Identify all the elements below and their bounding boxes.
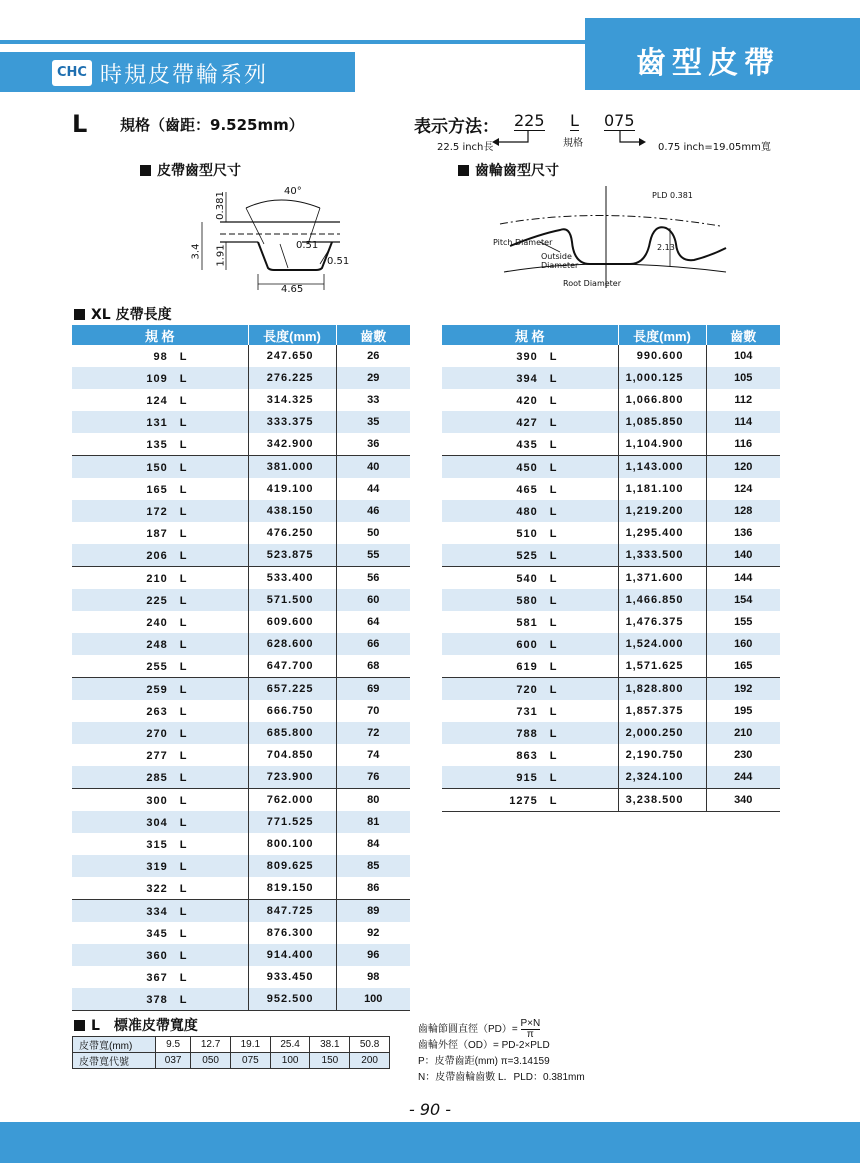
width-cell: 50.8 (350, 1037, 390, 1053)
cell-spec: 619 L (442, 655, 618, 678)
cell-teeth: 192 (706, 678, 780, 701)
cell-teeth: 105 (706, 367, 780, 389)
table-row (442, 522, 780, 544)
table-row (72, 855, 410, 877)
cell-length: 333.375 (248, 411, 336, 433)
table-row (72, 456, 410, 479)
table-row (442, 544, 780, 567)
cell-teeth: 195 (706, 700, 780, 722)
width-code-cell: 100 (270, 1053, 310, 1069)
table-row (72, 655, 410, 678)
notation-type-note: 規格 (563, 138, 583, 149)
cell-length: 1,295.400 (618, 522, 706, 544)
formula-pd-label: 齒輪節圓直徑（PD）= (418, 1024, 518, 1036)
pulley-depth-label: 2.13 (657, 243, 675, 252)
cell-spec: 367 L (72, 966, 248, 988)
cell-teeth: 35 (336, 411, 410, 433)
cell-spec: 394 L (442, 367, 618, 389)
cell-length: 609.600 (248, 611, 336, 633)
table-row (72, 500, 410, 522)
cell-teeth: 46 (336, 500, 410, 522)
table-row (72, 345, 410, 367)
cell-teeth: 144 (706, 567, 780, 590)
cell-spec: 788 L (442, 722, 618, 744)
cell-spec: 150 L (72, 456, 248, 479)
width-cell: 38.1 (310, 1037, 350, 1053)
cell-length: 2,190.750 (618, 744, 706, 766)
cell-teeth: 60 (336, 589, 410, 611)
footer-bar (0, 1122, 860, 1163)
cell-length: 762.000 (248, 789, 336, 812)
belt-tooth-diagram (180, 182, 370, 300)
pitch-spec: 規格（齒距：9.525mm） (120, 116, 304, 134)
cell-teeth: 92 (336, 922, 410, 944)
cell-teeth: 33 (336, 389, 410, 411)
cell-teeth: 340 (706, 789, 780, 812)
width-code-cell: 050 (191, 1053, 231, 1069)
cell-spec: 210 L (72, 567, 248, 590)
cell-spec: 259 L (72, 678, 248, 701)
cell-spec: 263 L (72, 700, 248, 722)
table-row (442, 433, 780, 456)
table-row (72, 367, 410, 389)
cell-length: 704.850 (248, 744, 336, 766)
cell-spec: 915 L (442, 766, 618, 789)
table-row (72, 944, 410, 966)
cell-length: 381.000 (248, 456, 336, 479)
cell-teeth: 96 (336, 944, 410, 966)
cell-length: 1,857.375 (618, 700, 706, 722)
cell-teeth: 160 (706, 633, 780, 655)
cell-length: 1,371.600 (618, 567, 706, 590)
cell-spec: 731 L (442, 700, 618, 722)
width-row-code (73, 1053, 390, 1069)
table-row (72, 567, 410, 590)
cell-teeth: 100 (336, 988, 410, 1011)
cell-teeth: 29 (336, 367, 410, 389)
table-row (442, 744, 780, 766)
cell-spec: 124 L (72, 389, 248, 411)
cell-length: 247.650 (248, 345, 336, 367)
width-code-cell: 200 (350, 1053, 390, 1069)
cell-teeth: 72 (336, 722, 410, 744)
cell-length: 657.225 (248, 678, 336, 701)
cell-teeth: 68 (336, 655, 410, 678)
pulley-tooth-heading: 齒輪齒型尺寸 (458, 160, 559, 180)
cell-length: 800.100 (248, 833, 336, 855)
table-row (72, 833, 410, 855)
table-row (442, 367, 780, 389)
cell-spec: 345 L (72, 922, 248, 944)
cell-teeth: 69 (336, 678, 410, 701)
cell-spec: 270 L (72, 722, 248, 744)
cell-teeth: 128 (706, 500, 780, 522)
belt-tooth-top-label: 0.381 (214, 191, 226, 220)
formula-p: P：皮帶齒距(mm) π=3.14159 (418, 1056, 550, 1067)
cell-spec: 390 L (442, 345, 618, 367)
cell-spec: 172 L (72, 500, 248, 522)
cell-spec: 165 L (72, 478, 248, 500)
table-row (72, 877, 410, 900)
cell-teeth: 56 (336, 567, 410, 590)
header-teeth: 齒數 (706, 325, 780, 345)
cell-length: 847.725 (248, 900, 336, 923)
cell-length: 1,828.800 (618, 678, 706, 701)
cell-spec: 304 L (72, 811, 248, 833)
cell-length: 990.600 (618, 345, 706, 367)
table-row (442, 500, 780, 522)
cell-length: 628.600 (248, 633, 336, 655)
cell-length: 1,066.800 (618, 389, 706, 411)
cell-teeth: 140 (706, 544, 780, 567)
cell-teeth: 120 (706, 456, 780, 479)
cell-spec: 427 L (442, 411, 618, 433)
formula-od: 齒輪外徑（OD）= PD-2×PLD (418, 1040, 550, 1051)
pulley-outside-diameter-label: Outside Diameter (541, 252, 579, 270)
cell-length: 571.500 (248, 589, 336, 611)
table-row (72, 900, 410, 923)
width-row-mm-label: 皮帶寬(mm) (73, 1037, 156, 1053)
cell-teeth: 76 (336, 766, 410, 789)
cell-teeth: 84 (336, 833, 410, 855)
cell-teeth: 210 (706, 722, 780, 744)
formula-pd-denominator: π (526, 1029, 534, 1040)
cell-teeth: 64 (336, 611, 410, 633)
table-row (72, 811, 410, 833)
cell-length: 533.400 (248, 567, 336, 590)
formula-n: N：皮帶齒輪齒數 L．PLD：0.381mm (418, 1072, 585, 1083)
table-row (72, 433, 410, 456)
table-row (72, 589, 410, 611)
table-row (72, 700, 410, 722)
cell-spec: 420 L (442, 389, 618, 411)
cell-length: 647.700 (248, 655, 336, 678)
table-row (72, 922, 410, 944)
cell-length: 1,219.200 (618, 500, 706, 522)
table-row (442, 345, 780, 367)
table-row (72, 611, 410, 633)
cell-length: 1,104.900 (618, 433, 706, 456)
width-row-mm (73, 1037, 390, 1053)
table-row (72, 766, 410, 789)
cell-length: 685.800 (248, 722, 336, 744)
cell-length: 2,324.100 (618, 766, 706, 789)
cell-spec: 319 L (72, 855, 248, 877)
notation-width-code: 075 (604, 111, 635, 130)
cell-teeth: 66 (336, 633, 410, 655)
width-cell: 25.4 (270, 1037, 310, 1053)
cell-teeth: 40 (336, 456, 410, 479)
product-title: 齒型皮帶 (636, 46, 780, 81)
cell-spec: 580 L (442, 589, 618, 611)
cell-length: 438.150 (248, 500, 336, 522)
cell-length: 476.250 (248, 522, 336, 544)
page-number: - 90 - (408, 1100, 452, 1119)
cell-spec: 255 L (72, 655, 248, 678)
cell-teeth: 104 (706, 345, 780, 367)
pulley-pld-label: PLD 0.381 (652, 191, 693, 200)
cell-teeth: 124 (706, 478, 780, 500)
table-row (442, 655, 780, 678)
width-row-code-label: 皮帶寬代號 (73, 1053, 156, 1069)
cell-teeth: 55 (336, 544, 410, 567)
cell-spec: 187 L (72, 522, 248, 544)
formula-pd-numerator: P×N (520, 1018, 541, 1029)
cell-spec: 285 L (72, 766, 248, 789)
belt-length-table-left (72, 325, 410, 1011)
cell-length: 933.450 (248, 966, 336, 988)
table-row (72, 633, 410, 655)
cell-teeth: 80 (336, 789, 410, 812)
cell-teeth: 81 (336, 811, 410, 833)
series-title: 時規皮帶輪系列 (100, 63, 269, 88)
header-spec: 規 格 (442, 325, 618, 345)
cell-spec: 480 L (442, 500, 618, 522)
cell-spec: 863 L (442, 744, 618, 766)
cell-teeth: 155 (706, 611, 780, 633)
cell-length: 523.875 (248, 544, 336, 567)
cell-teeth: 89 (336, 900, 410, 923)
table-row (72, 478, 410, 500)
cell-teeth: 74 (336, 744, 410, 766)
belt-length-table-right (442, 325, 780, 812)
cell-teeth: 136 (706, 522, 780, 544)
cell-spec: 540 L (442, 567, 618, 590)
cell-length: 1,476.375 (618, 611, 706, 633)
cell-length: 1,466.850 (618, 589, 706, 611)
pulley-pitch-diameter-label: Pitch Diameter (493, 238, 553, 247)
cell-spec: 720 L (442, 678, 618, 701)
width-code-cell: 075 (230, 1053, 270, 1069)
table-row (442, 789, 780, 812)
table-row (72, 744, 410, 766)
belt-width-table (72, 1036, 390, 1069)
width-cell: 9.5 (156, 1037, 191, 1053)
header-spec: 規 格 (72, 325, 248, 345)
cell-spec: 135 L (72, 433, 248, 456)
cell-length: 771.525 (248, 811, 336, 833)
notation-title: 表示方法： (414, 117, 499, 137)
table-row (72, 966, 410, 988)
cell-spec: 225 L (72, 589, 248, 611)
cell-length: 914.400 (248, 944, 336, 966)
cell-teeth: 86 (336, 877, 410, 900)
cell-spec: 360 L (72, 944, 248, 966)
cell-teeth: 26 (336, 345, 410, 367)
table-row (442, 766, 780, 789)
cell-spec: 322 L (72, 877, 248, 900)
cell-length: 1,524.000 (618, 633, 706, 655)
table-row (442, 589, 780, 611)
cell-spec: 277 L (72, 744, 248, 766)
table-row (72, 789, 410, 812)
cell-spec: 510 L (442, 522, 618, 544)
cell-spec: 109 L (72, 367, 248, 389)
width-code-cell: 150 (310, 1053, 350, 1069)
cell-teeth: 114 (706, 411, 780, 433)
cell-teeth: 116 (706, 433, 780, 456)
cell-spec: 465 L (442, 478, 618, 500)
table-row (442, 478, 780, 500)
belt-radius2-label: 0.51 (327, 256, 350, 267)
cell-length: 1,000.125 (618, 367, 706, 389)
cell-teeth: 112 (706, 389, 780, 411)
cell-teeth: 70 (336, 700, 410, 722)
table-header-row (442, 325, 780, 345)
cell-teeth: 165 (706, 655, 780, 678)
width-code-cell: 037 (156, 1053, 191, 1069)
cell-length: 1,571.625 (618, 655, 706, 678)
cell-spec: 435 L (442, 433, 618, 456)
cell-spec: 315 L (72, 833, 248, 855)
notation-arrows (490, 128, 650, 150)
table-row (442, 678, 780, 701)
width-cell: 12.7 (191, 1037, 231, 1053)
table-row (442, 456, 780, 479)
cell-length: 819.150 (248, 877, 336, 900)
notation-width-note: 0.75 inch=19.05mm寬 (658, 142, 771, 153)
belt-width-heading: L 標准皮帶寬度 (74, 1015, 198, 1035)
cell-teeth: 36 (336, 433, 410, 456)
belt-tooth-height-label: 1.91 (215, 244, 227, 267)
cell-length: 1,085.850 (618, 411, 706, 433)
cell-length: 1,333.500 (618, 544, 706, 567)
table-row (442, 389, 780, 411)
cell-length: 952.500 (248, 988, 336, 1011)
table-row (72, 988, 410, 1011)
cell-spec: 248 L (72, 633, 248, 655)
cell-spec: 206 L (72, 544, 248, 567)
table-row (72, 411, 410, 433)
notation-type-code: L (570, 111, 579, 130)
belt-total-height-label: 3.4 (190, 243, 202, 260)
cell-spec: 240 L (72, 611, 248, 633)
table-row (442, 411, 780, 433)
cell-spec: 131 L (72, 411, 248, 433)
cell-length: 666.750 (248, 700, 336, 722)
header-length: 長度(mm) (248, 325, 336, 345)
cell-length: 876.300 (248, 922, 336, 944)
cell-length: 276.225 (248, 367, 336, 389)
cell-length: 2,000.250 (618, 722, 706, 744)
table-header-row (72, 325, 410, 345)
cell-length: 1,143.000 (618, 456, 706, 479)
cell-teeth: 244 (706, 766, 780, 789)
cell-length: 342.900 (248, 433, 336, 456)
table-row (442, 700, 780, 722)
cell-length: 809.625 (248, 855, 336, 877)
pulley-root-diameter-label: Root Diameter (563, 279, 622, 288)
table-row (72, 522, 410, 544)
cell-teeth: 50 (336, 522, 410, 544)
belt-radius1-label: 0.51 (296, 240, 319, 251)
cell-length: 723.900 (248, 766, 336, 789)
cell-spec: 98 L (72, 345, 248, 367)
table-row (442, 567, 780, 590)
table-row (442, 611, 780, 633)
belt-pitch-label: 4.65 (281, 284, 304, 295)
cell-spec: 581 L (442, 611, 618, 633)
table-row (72, 389, 410, 411)
cell-teeth: 98 (336, 966, 410, 988)
table-row (442, 633, 780, 655)
cell-length: 1,181.100 (618, 478, 706, 500)
notation-length-note: 22.5 inch長 (437, 142, 494, 153)
cell-length: 3,238.500 (618, 789, 706, 812)
cell-length: 419.100 (248, 478, 336, 500)
belt-angle-label: 40° (284, 186, 302, 197)
notation-length-code: 225 (514, 111, 545, 130)
header-teeth: 齒數 (336, 325, 410, 345)
company-logo: CHC (52, 60, 92, 86)
table-row (442, 722, 780, 744)
cell-spec: 300 L (72, 789, 248, 812)
table-row (72, 722, 410, 744)
cell-spec: 334 L (72, 900, 248, 923)
cell-teeth: 85 (336, 855, 410, 877)
cell-teeth: 44 (336, 478, 410, 500)
cell-spec: 450 L (442, 456, 618, 479)
cell-spec: 378 L (72, 988, 248, 1011)
cell-spec: 1275 L (442, 789, 618, 812)
cell-teeth: 230 (706, 744, 780, 766)
width-cell: 19.1 (230, 1037, 270, 1053)
cell-teeth: 154 (706, 589, 780, 611)
header-length: 長度(mm) (618, 325, 706, 345)
belt-length-heading: XL 皮帶長度 (74, 304, 172, 324)
cell-spec: 600 L (442, 633, 618, 655)
table-row (72, 544, 410, 567)
cell-spec: 525 L (442, 544, 618, 567)
cell-length: 314.325 (248, 389, 336, 411)
belt-code: L (72, 110, 88, 138)
belt-tooth-heading: 皮帶齒型尺寸 (140, 160, 241, 180)
table-row (72, 678, 410, 701)
